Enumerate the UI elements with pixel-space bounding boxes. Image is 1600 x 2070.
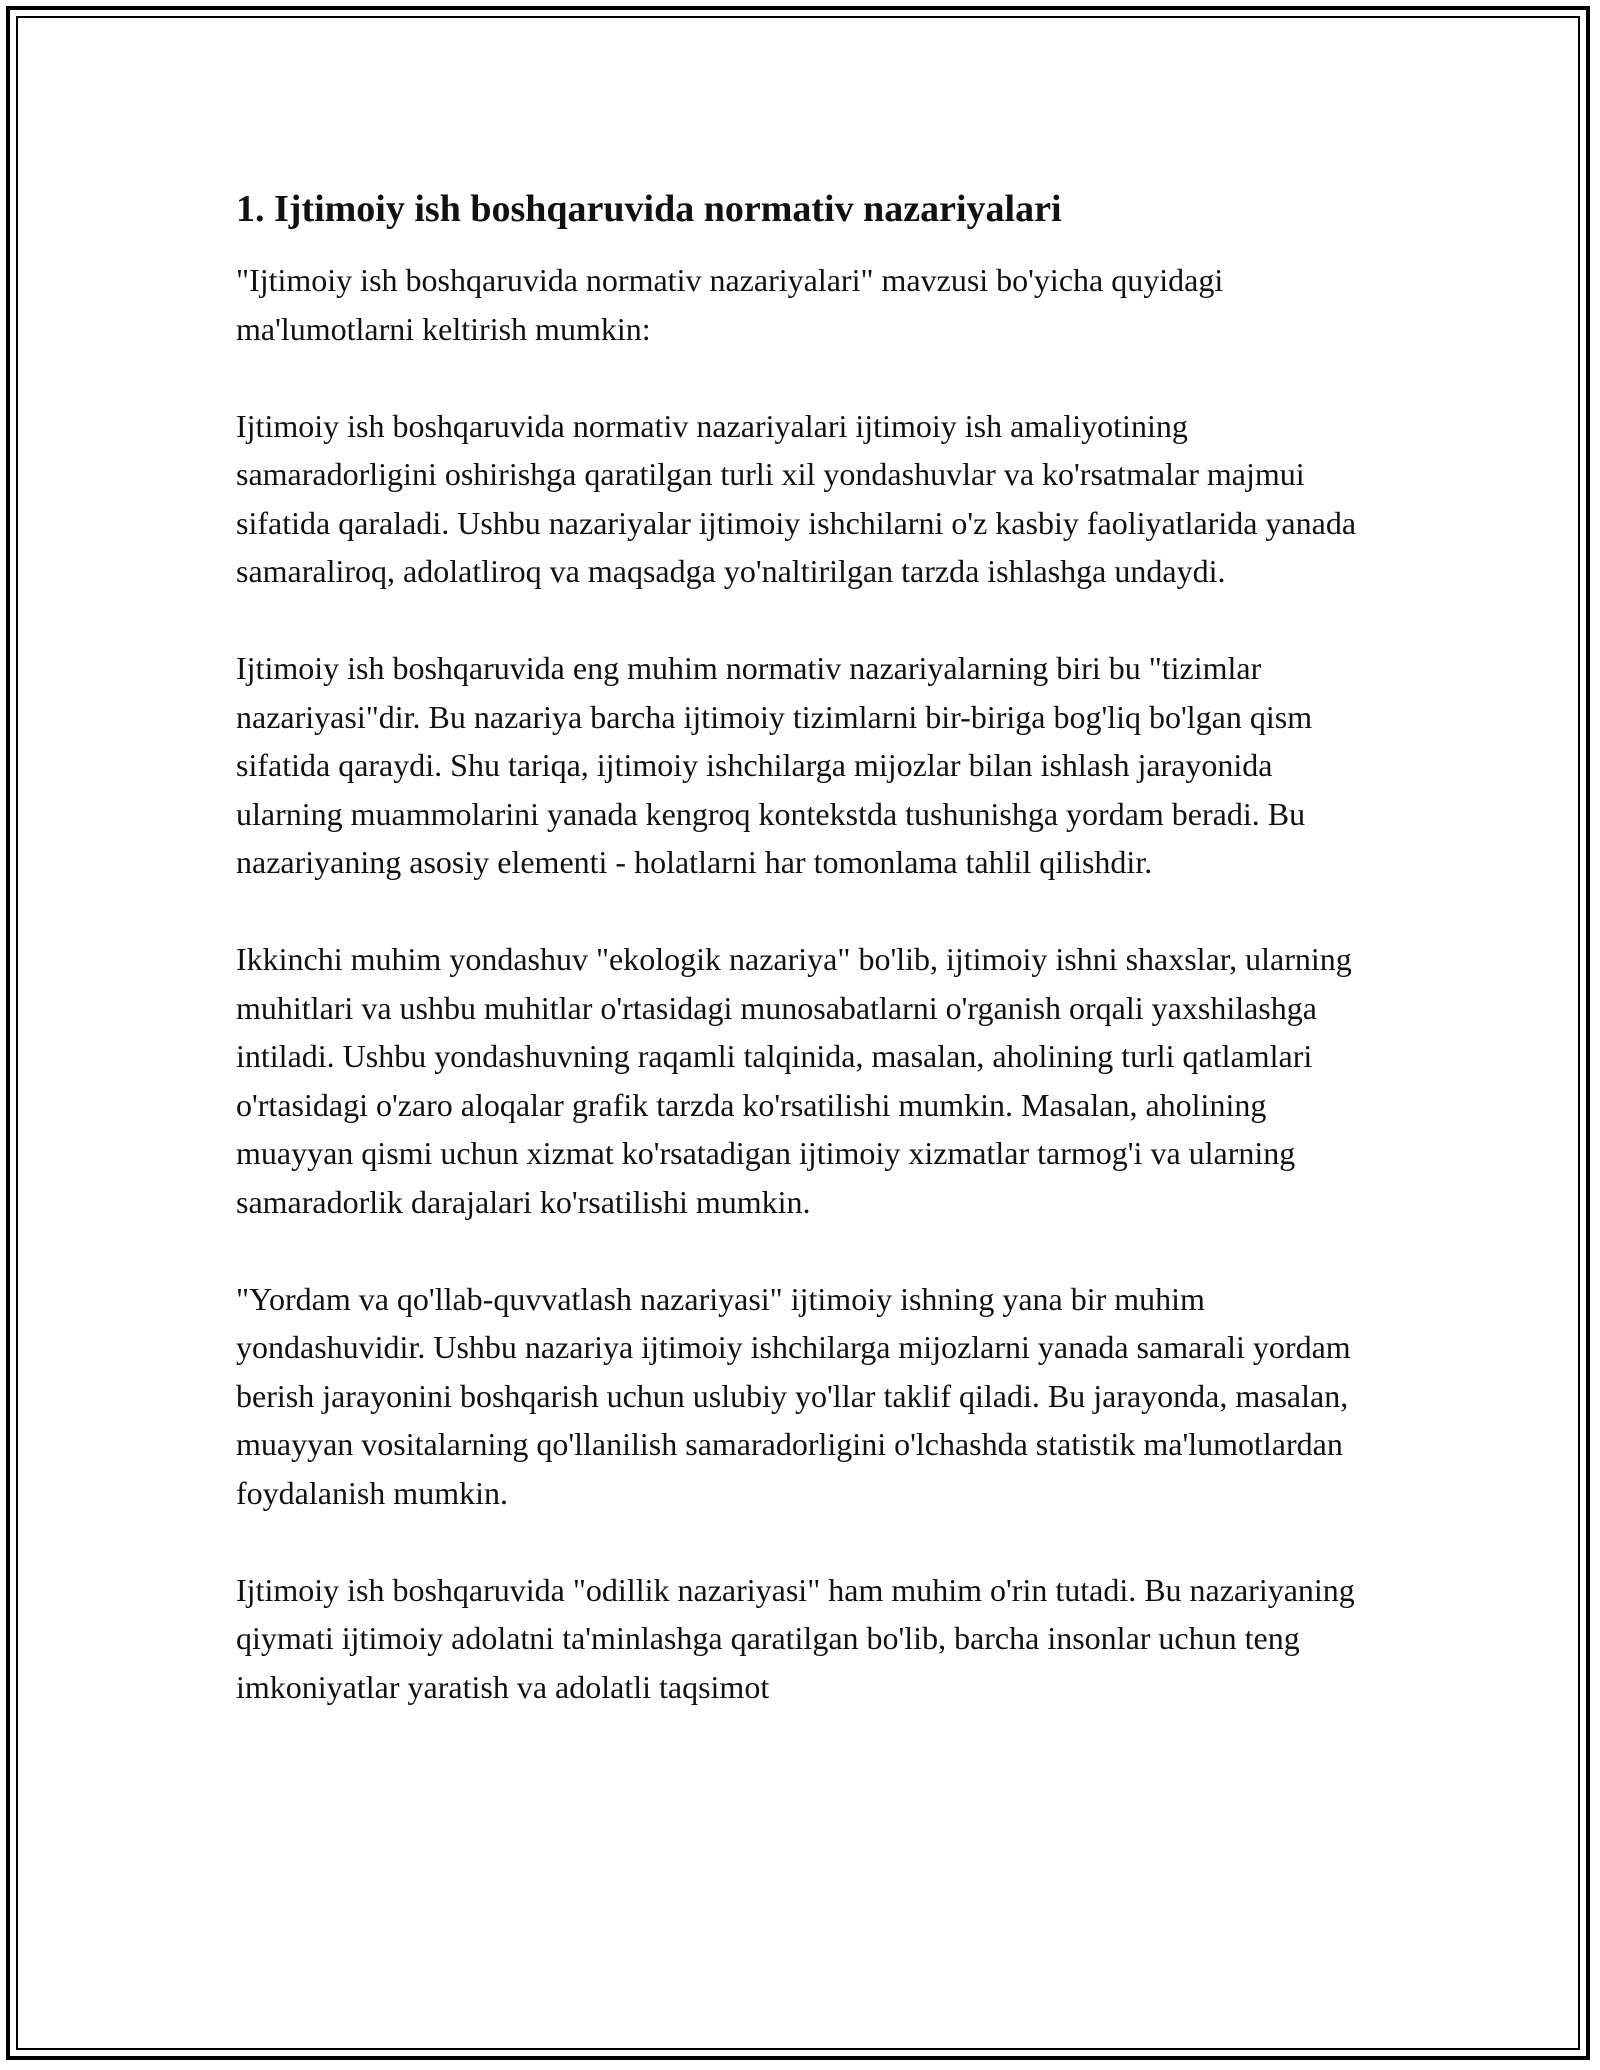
paragraph-support-theory: "Yordam va qo'llab-quvvatlash nazariyasi" ijtimoiy ishning yana bir muhim yondashuvidir. Ushbu nazariya ijtimoiy ishchilarga mijozlarni yanada samarali yordam berish jarayonini boshqarish uchun uslubiy yo'llar taklif qiladi. Bu jarayonda, masalan, muayyan vositalarning qo'llanilish samaradorligini o'lchashda statistik ma'lumotlardan foydalanish mumkin.: [236, 1280, 1351, 1511]
paragraph-justice-theory: Ijtimoiy ish boshqaruvida "odillik nazariyasi" ham muhim o'rin tutadi. Bu nazariyaning qiymati ijtimoiy adolatni ta'minlashga qaratilgan bo'lib, barcha insonlar uchun teng imkoniyatlar yaratish va adolatli taqsimot: [236, 1571, 1355, 1705]
paragraph-ecological-theory: Ikkinchi muhim yondashuv "ekologik nazariya" bo'lib, ijtimoiy ishni shaxslar, ularning muhitlari va ushbu muhitlar o'rtasidagi munosabatlarni o'rganish orqali yaxshilashga intiladi. Ushbu yondashuvning raqamli talqinida, masalan, aholining turli qatlamlari o'rtasidagi o'zaro aloqalar grafik tarzda ko'rsatilishi mumkin. Masalan, aholining muayyan qismi uchun xizmat ko'rsatadigan ijtimoiy xizmatlar tarmog'i va ularning samaradorlik darajalari ko'rsatilishi mumkin.: [236, 941, 1352, 1220]
section-heading: 1. Ijtimoiy ish boshqaruvida normativ nazariyalari: [236, 188, 1062, 230]
document-body: [236, 186, 1376, 1760]
paragraph-systems-theory: Ijtimoiy ish boshqaruvida eng muhim normativ nazariyalarning biri bu "tizimlar nazariyasi"dir. Bu nazariya barcha ijtimoiy tizimlarni bir-biriga bog'liq bo'lgan qism sifatida qaraydi. Shu tariqa, ijtimoiy ishchilarga mijozlar bilan ishlash jarayonida ularning muammolarini yanada kengroq kontekstda tushunishga yordam beradi. Bu nazariyaning asosiy elementi - holatlarni har tomonlama tahlil qilishdir.: [236, 650, 1313, 880]
paragraph-normative-theories: Ijtimoiy ish boshqaruvida normativ nazariyalari ijtimoiy ish amaliyotining samaradorligini oshirishga qaratilgan turli xil yondashuvlar va ko'rsatmalar majmui sifatida qaraladi. Ushbu nazariyalar ijtimoiy ishchilarni o'z kasbiy faoliyatlarida yanada samaraliroq, adolatliroq va maqsadga yo'naltirilgan tarzda ishlashga undaydi.: [236, 407, 1357, 589]
paragraph-intro: "Ijtimoiy ish boshqaruvida normativ nazariyalari" mavzusi bo'yicha quyidagi ma'lumotlarni keltirish mumkin:: [236, 262, 1224, 347]
